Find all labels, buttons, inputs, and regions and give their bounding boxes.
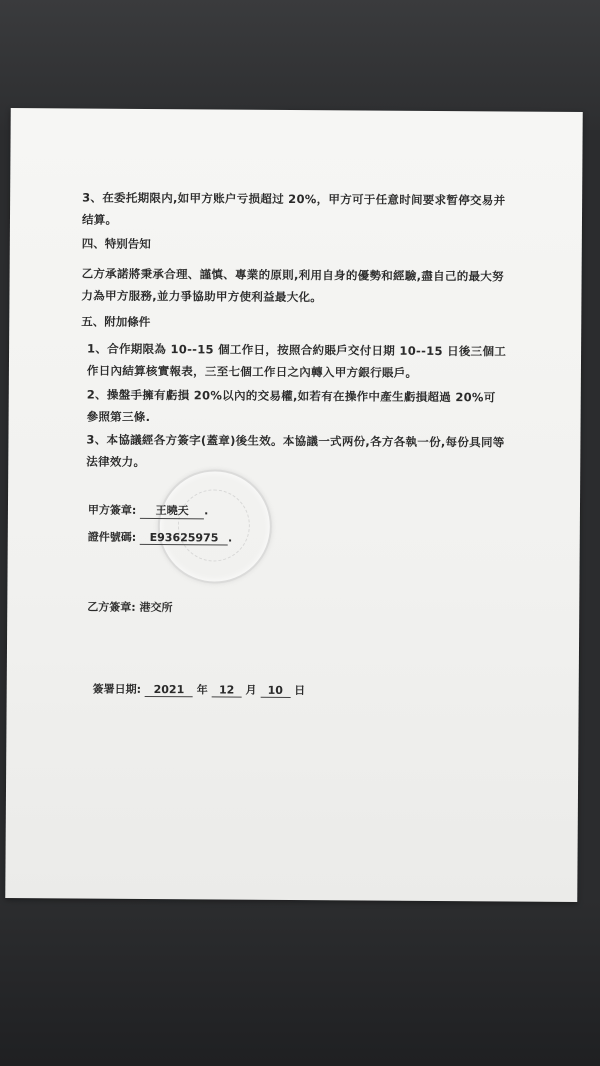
id-label: 證件號碼:: [87, 530, 137, 544]
section-5-item-2: 2、操盤手擁有虧損 20%以內的交易權,如若有在操作中產生虧損超過 20%可參照第三條.: [86, 387, 496, 424]
id-number-row: [88, 529, 233, 546]
date-month-unit: 月: [245, 683, 257, 697]
date-month: 12: [212, 683, 242, 697]
party-b-name: 港交所: [139, 600, 173, 615]
embossed-seal-icon: [157, 469, 272, 584]
party-a-suffix: .: [204, 504, 209, 518]
clause-3-overflow: 3、在委托期限内,如甲方账户亏损超过 20%，甲方可于任意时间要求暂停交易并结算。: [81, 190, 506, 227]
contract-page: [5, 108, 583, 902]
date-day-unit: 日: [294, 684, 306, 698]
party-b-signature-row: [87, 599, 172, 616]
party-a-label: 甲方簽章:: [87, 503, 137, 517]
party-a-signature-row: [88, 502, 209, 520]
signing-date-row: [93, 681, 306, 698]
section-5-heading: 五、附加條件: [81, 314, 151, 329]
party-b-label: 乙方簽章:: [87, 600, 136, 614]
section-5-item-3: 3、本協議經各方簽字(蓋章)後生效。本協議一式两份,各方各執一份,每份具同等法律效力。: [86, 432, 505, 469]
party-a-name: 王曉天: [140, 502, 204, 519]
section-4-text: 乙方承諾將秉承合理、謹慎、專業的原則,利用自身的優勢和經驗,盡自己的最大努力為甲方服務,並力爭協助甲方使利益最大化。: [81, 266, 504, 305]
section-4-heading: 四、特别告知: [81, 236, 151, 251]
desk-background-bottom: [0, 900, 600, 1066]
section-5-item-1: 1、合作期限為 10--15 個工作日，按照合約賬戶交付日期 10--15 日後三個工作日內結算核實報表，三至七個工作日之內轉入甲方銀行賬戶。: [86, 341, 507, 380]
id-number: E93625975: [140, 531, 228, 546]
date-year: 2021: [145, 683, 193, 697]
date-day: 10: [260, 684, 290, 698]
id-suffix: .: [227, 531, 233, 545]
date-year-unit: 年: [196, 683, 208, 697]
date-label: 簽署日期:: [92, 682, 142, 696]
